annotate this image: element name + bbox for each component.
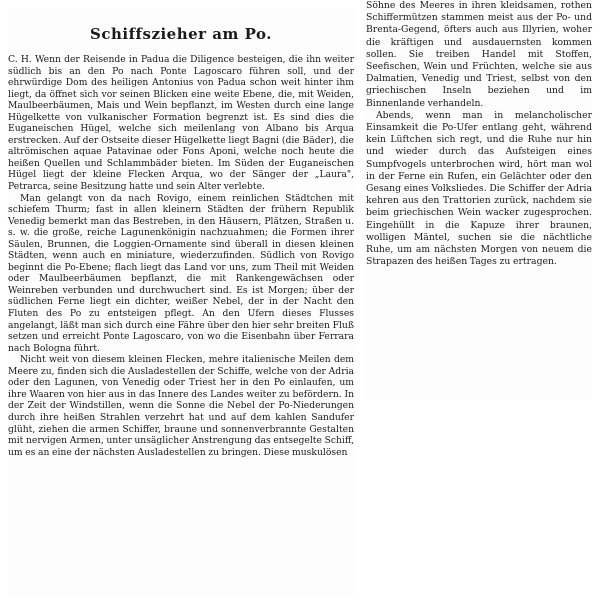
article-title: Schiffszieher am Po.: [90, 25, 272, 43]
paragraph-4: Söhne des Meeres in ihren kleidsamen, rothen Schiffermützen stammen meist aus der Po- und Brenta-Gegend, öfters auch aus Illyrien, woher die kräftigen und ausdauernsten kommen sollen. Sie treiben Handel mit Stoffen, Seefischen, Wein und Früchten, welche sie aus Dalmatien, Venedig und Triest, selbst von den griechischen Inseln beziehen und im Binnenlande verhandeln.: [366, 0, 592, 109]
paragraph-3: Nicht weit von diesem kleinen Flecken, mehre italienische Meilen dem Meere zu, finden sich die Ausladestellen der Schiffe, welche von der Adria oder den Lagunen, von Venedig oder Triest her in den Po einlaufen, um ihre Waaren von hier aus in das Innere des Landes weiter zu befördern. In der Zeit der Windstillen, wenn die Sonne die Nebel der Po-Niederungen durch ihre heißen Strahlen verzehrt hat und auf dem kahlen Sandufer glüht, ziehen die armen Schiffer, braune und sonnenverbrannte Gestalten mit nervigen Armen, unter unsäglicher Anstrengung das entsegelte Schiff, um es an eine der nächsten Ausladestellen zu bringen. Diese muskulösen: [8, 354, 354, 458]
paragraph-1: C. H. Wenn der Reisende in Padua die Diligence besteigen, die ihn weiter südlich bis an den Po nach Ponte Lagoscaro führen soll, und der ehrwürdige Dom des heiligen Antonius von Padua schon weit hinter ihm liegt, da öffnet sich vor seinen Blicken eine weite Ebene, die, mit Weiden, Maulbeerbäumen, Mais und Wein bepflanzt, im Westen durch eine lange Hügelkette von vulkanischer Formation begrenzt ist. Es sind dies die Euganeischen Hügel, welche sich meilenlang von Albano bis Arqua erstrecken. Auf der Ostseite dieser Hügelkette liegt Bagni (die Bäder), die altrömischen aquae Patavinae oder Fons Aponi, welche noch heute die heißen Quellen und Schlammbäder bieten. Im Süden der Euganeischen Hügel liegt der kleine Flecken Arqua, wo der Sänger der „Laura", Petrarca, seine Besitzung hatte und sein Alter verlebte.: [8, 54, 354, 193]
left-column: [8, 8, 354, 596]
right-column: [366, 0, 592, 400]
paragraph-2: Man gelangt von da nach Rovigo, einem reinlichen Städtchen mit schiefem Thurm; fast in allen kleinern Städten der frühern Republik Venedig bemerkt man das Bestreben, in den Häusern, Plätzen, Straßen u. s. w. die große, reiche Lagunenkönigin nachzuahmen; die Formen ihrer Säulen, Brunnen, die Loggien-Ornamente sind überall in diesen kleinen Städten, wenn auch en miniature, wiederzufinden. Südlich von Rovigo beginnt die Po-Ebene; flach liegt das Land vor uns, zum Theil mit Weiden oder Maulbeerbäumen bepflanzt, die mit Rankengewächsen oder Weinreben verbunden und durchwuchert sind. Es ist Morgen; über der südlichen Ferne liegt ein dichter, weißer Nebel, der in der Nacht den Fluten des Po zu entsteigen pflegt. An den Ufern dieses Flusses angelangt, läßt man sich durch eine Fähre über den hier sehr breiten Fluß setzen und erreicht Ponte Lagoscaro, von wo die Eisenbahn über Ferrara nach Bologna führt.: [8, 192, 354, 354]
paragraph-5: Abends, wenn man in melancholischer Einsamkeit die Po-Ufer entlang geht, während kein Lüftchen sich regt, und die Ruhe nur hin und wieder durch das Aufsteigen eines Sumpfvogels unterbrochen wird, hört man wol in der Ferne ein Rufen, ein Gelächter oder den Gesang eines Volksliedes. Die Schiffer der Adria kehren aus den Trattorien zurück, nachdem sie beim griechischen Wein wacker zugesprochen. Eingehüllt in die Kapuze ihrer braunen, wolligen Mäntel, suchen sie die nächtliche Ruhe, um am nächsten Morgen von neuem die Strapazen des heißen Tages zu ertragen.: [366, 109, 592, 268]
